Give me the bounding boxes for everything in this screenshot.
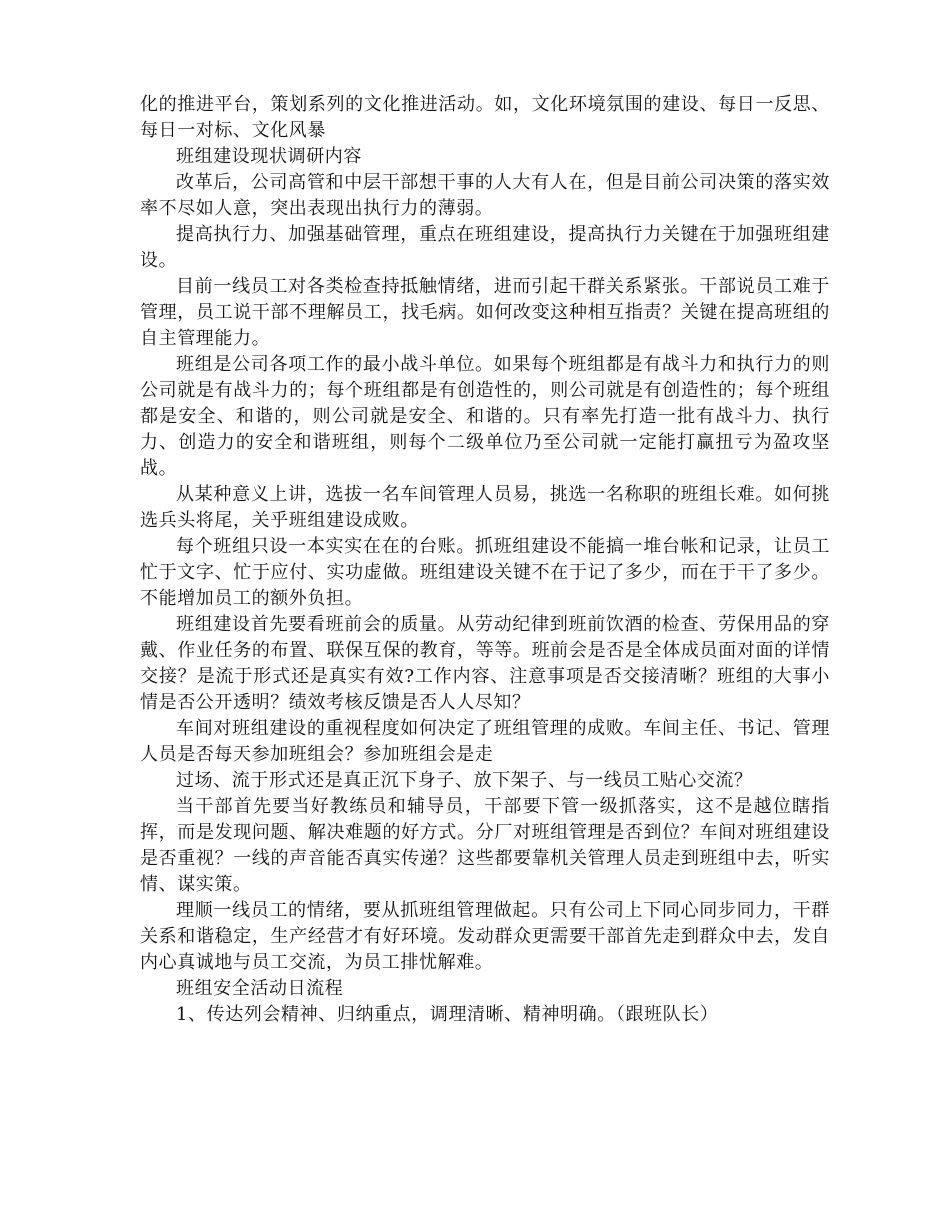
section-heading-safety-day: 班组安全活动日流程: [176, 978, 344, 999]
paragraph: 当干部首先要当好教练员和辅导员，干部要下管一级抓落实，这不是越位瞎指挥，而是发现问题、解决难题的好方式。分厂对班组管理是否到位？车间对班组建设是否重视？一线的声音能否真实传递？这些都要靠机关管理人员走到班组中去，听实情、谋实策。: [140, 796, 830, 895]
paragraph: 从某种意义上讲，选拔一名车间管理人员易，挑选一名称职的班组长难。如何挑选兵头将尾，关乎班组建设成败。: [140, 484, 830, 531]
paragraph: 理顺一线员工的情绪，要从抓班组管理做起。只有公司上下同心同步同力，干群关系和谐稳定，生产经营才有好环境。发动群众更需要干部首先走到群众中去，发自内心真诚地与员工交流，为员工排忧解难。: [140, 900, 830, 973]
paragraph: 改革后，公司高管和中层干部想干事的人大有人在，但是目前公司决策的落实效率不尽如人意，突出表现出执行力的薄弱。: [140, 172, 830, 219]
paragraph: 班组建设首先要看班前会的质量。从劳动纪律到班前饮酒的检查、劳保用品的穿戴、作业任务的布置、联保互保的教育，等等。班前会是否是全体成员面对面的详情交接？是流于形式还是真实有效?工作内容、注意事项是否交接清晰？班组的大事小情是否公开透明？绩效考核反馈是否人人尽知？: [140, 614, 830, 713]
paragraph: 目前一线员工对各类检查持抵触情绪，进而引起干群关系紧张。干部说员工难于管理，员工说干部不理解员工，找毛病。如何改变这种相互指责？关键在提高班组的自主管理能力。: [140, 276, 830, 349]
list-item: 1、传达列会精神、归纳重点，调理清晰、精神明确。（跟班队长）: [176, 1004, 719, 1025]
paragraph: 车间对班组建设的重视程度如何决定了班组管理的成败。车间主任、书记、管理人员是否每天参加班组会？参加班组会是走: [140, 718, 830, 765]
paragraph-continued: 化的推进平台，策划系列的文化推进活动。如，文化环境氛围的建设、每日一反思、每日一对标、文化风暴: [140, 94, 830, 141]
paragraph: 班组是公司各项工作的最小战斗单位。如果每个班组都是有战斗力和执行力的则公司就是有战斗力的；每个班组都是有创造性的，则公司就是有创造性的；每个班组都是安全、和谐的，则公司就是安全、和谐的。只有率先打造一批有战斗力、执行力、创造力的安全和谐班组，则每个二级单位乃至公司就一定能打赢扭亏为盈攻坚战。: [140, 354, 830, 479]
paragraph: 过场、流于形式还是真正沉下身子、放下架子、与一线员工贴心交流？: [176, 770, 753, 791]
paragraph: 提高执行力、加强基础管理，重点在班组建设，提高执行力关键在于加强班组建设。: [140, 224, 830, 271]
section-heading-survey: 班组建设现状调研内容: [176, 146, 362, 167]
paragraph: 每个班组只设一本实实在在的台账。抓班组建设不能搞一堆台帐和记录，让员工忙于文字、忙于应付、实功虚做。班组建设关键不在于记了多少，而在于干了多少。不能增加员工的额外负担。: [140, 536, 830, 609]
